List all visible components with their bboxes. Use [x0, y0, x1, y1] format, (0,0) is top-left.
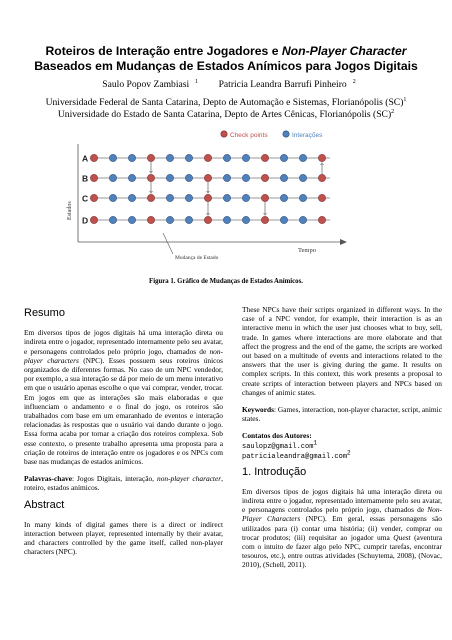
interaction-node: [223, 194, 230, 201]
state-transition-arrowhead: [263, 213, 267, 216]
author-2: Patricia Leandra Barrufi Pinheiro $^2$: [218, 78, 356, 90]
contact-email-2[interactable]: patricialeandra@gmail.com$^2$: [242, 449, 351, 462]
interaction-node: [223, 174, 230, 181]
x-axis-label: Tempo: [298, 247, 316, 254]
state-transition-arrowhead: [320, 162, 324, 165]
checkpoint-node: [204, 216, 211, 223]
checkpoint-node: [204, 194, 211, 201]
checkpoint-node: [261, 216, 268, 223]
left-column: [24, 305, 223, 565]
interaction-node: [128, 174, 135, 181]
affiliation-1: Universidade Federal de Santa Catarina, Depto de Automação e Sistemas, Florianópolis (SC)$^1$: [45, 96, 407, 108]
checkpoint-node: [204, 154, 211, 161]
checkpoint-node: [318, 216, 325, 223]
interaction-node: [185, 174, 192, 181]
checkpoint-node: [261, 174, 268, 181]
interaction-node: [128, 154, 135, 161]
interaction-node: [109, 216, 116, 223]
authors: [0, 79, 452, 90]
introduction-heading: 1. Introdução: [242, 465, 307, 478]
interaction-node: [223, 154, 230, 161]
interaction-node: [185, 154, 192, 161]
legend-checkpoint-marker: [221, 131, 227, 137]
checkpoint-node: [90, 154, 97, 161]
abstract-paragraph-1: In many kinds of digital games there is a direct or indirect interaction between player, represented internally by their avatar, and characters controlled by the game itself, called non-player characters (NPC).: [24, 519, 223, 557]
interaction-node: [223, 216, 230, 223]
resumo-paragraph: Em diversos tipos de jogos digitais há uma interação direta ou indireta entre o jogador, representado internamente pelo seu avatar, e personagens controlados pelo próprio jogo, chamados de non-player characters (NPC). Esses possuem seus roteiros únicos organizados de diferentes formas. No caso de um NPC vendedor, por exemplo, a sua interação se dá por meio de um menu interativo em que o usuário apenas escolhe o que vai comprar, vender, trocar. Em jogos em que as interações são mais elaboradas e que influenciam o andamento e o final do jogo, os roteiros são trabalhados com base em um emaranhado de eventos e interação relacionadas às respostas que o usuário vai dando durante o jogo. Essa forma acaba por tornar a criação dos roteiros complexa. Sob esse contexto, o presente trabalho apresenta uma proposta para a criação de roteiros de interação entre os jogadores e os NPCs com base nas mudanças de estados anímicos.: [24, 328, 223, 467]
affiliation-2: Universidade do Estado de Santa Catarina, Depto de Artes Cênicas, Florianópolis (SC)$^2$: [57, 108, 395, 120]
interaction-node: [185, 194, 192, 201]
interaction-node: [299, 154, 306, 161]
paper-title: [0, 44, 452, 74]
interaction-node: [299, 216, 306, 223]
state-row-label-a: A: [82, 153, 89, 164]
state-transition-arrowhead: [149, 171, 153, 174]
interaction-node: [166, 174, 173, 181]
interaction-node: [109, 154, 116, 161]
state-row-label-c: C: [82, 193, 89, 204]
resumo-heading: Resumo: [24, 307, 65, 319]
interaction-node: [128, 216, 135, 223]
affiliations: [0, 97, 452, 121]
state-transition-arrowhead: [206, 213, 210, 216]
interaction-node: [299, 174, 306, 181]
interaction-node: [242, 174, 249, 181]
interaction-node: [280, 154, 287, 161]
interaction-node: [109, 194, 116, 201]
interaction-node: [128, 194, 135, 201]
state-change-pointer: [163, 233, 173, 254]
resumo-keywords: Palavras-chave: Jogos Digitais, interação, non-player character, roteiro, estados anímicos.: [24, 474, 223, 493]
checkpoint-node: [147, 216, 154, 223]
checkpoint-node: [147, 174, 154, 181]
title-line-1: Roteiros de Interação entre Jogadores e Non-Player Character: [45, 44, 407, 58]
state-change-figure: [60, 128, 360, 276]
interaction-node: [280, 174, 287, 181]
interaction-node: [242, 194, 249, 201]
title-line-2: Baseados em Mudanças de Estados Anímicos para Jogos Digitais: [34, 59, 418, 73]
state-change-label: Mudança de Estado: [175, 255, 219, 261]
interaction-node: [166, 216, 173, 223]
interaction-node: [299, 194, 306, 201]
checkpoint-node: [147, 194, 154, 201]
checkpoint-node: [261, 194, 268, 201]
checkpoint-node: [318, 154, 325, 161]
introduction-paragraph: Em diversos tipos de jogos digitais há uma interação direta ou indireta entre o jogador, representado internamente pelo seu avatar, e personagens controlados pelo próprio jogo, chamados de Non-Player Characters (NPC). Em geral, essas personagens são utilizados para (i) contar uma história; (ii) vender, comprar ou trocar produtos; (iii) requisitar ao jogador uma Quest (aventura com o intuito de fazer algo pelo NPC, cumprir tarefas, encontrar tesouros, etc.), entre outras atividades (Schuytema, 2008), (Novac, 2010), (Schell, 2011).: [242, 486, 442, 570]
legend-interaction-marker: [283, 131, 289, 137]
y-axis-label: Estados: [67, 201, 73, 220]
interaction-node: [242, 154, 249, 161]
right-column: [242, 305, 442, 578]
interaction-node: [109, 174, 116, 181]
state-transition-arrows: [149, 162, 324, 216]
abstract-keywords: Keywords: Games, interaction, non-player character, script, animic states.: [242, 405, 443, 424]
state-rows: [82, 154, 330, 226]
interaction-node: [185, 216, 192, 223]
checkpoint-node: [90, 194, 97, 201]
interaction-node: [280, 194, 287, 201]
legend-interaction-label: Interações: [292, 132, 323, 139]
state-transition-arrowhead: [149, 191, 153, 194]
checkpoint-node: [318, 174, 325, 181]
author-contacts: Contatos dos Autores: saulopz@gmail.com$^1$ patricialeandra@gmail.com$^2$: [242, 431, 351, 462]
author-1: Saulo Popov Zambiasi $^1$: [102, 78, 199, 90]
abstract-paragraph-2: These NPCs have their scripts organized in different ways. In the case of a NPC vendor, for example, their interaction is as an interactive menu in which the user just chooses what to buy, sell, trade. In games where interactions are more elaborate and that affect the progress and the end of the game, the scripts are worked out based on a multitude of events and interactions related to the answers that the user is giving during the game. It results on complex scripts. In this context, this work presents a proposal to create scripts of interaction between players and NPCs based on changes of animic states.: [242, 305, 442, 397]
figure-legend: [221, 131, 323, 139]
checkpoint-node: [90, 174, 97, 181]
figure-caption: Figura 1. Gráfico de Mudanças de Estados Anímicos.: [149, 278, 303, 285]
checkpoint-node: [318, 194, 325, 201]
state-row-label-d: D: [82, 215, 89, 226]
checkpoint-node: [90, 216, 97, 223]
interaction-node: [166, 154, 173, 161]
checkpoint-node: [204, 174, 211, 181]
interaction-node: [280, 216, 287, 223]
checkpoint-node: [147, 154, 154, 161]
contact-email-1[interactable]: saulopz@gmail.com$^1$: [242, 439, 318, 451]
checkpoint-node: [261, 154, 268, 161]
interaction-node: [166, 194, 173, 201]
interaction-node: [242, 216, 249, 223]
x-axis-arrowhead: [340, 239, 347, 245]
abstract-heading: Abstract: [24, 498, 65, 511]
state-row-label-b: B: [82, 173, 89, 184]
state-transition-arrowhead: [206, 191, 210, 194]
legend-checkpoint-label: Check points: [230, 132, 268, 139]
